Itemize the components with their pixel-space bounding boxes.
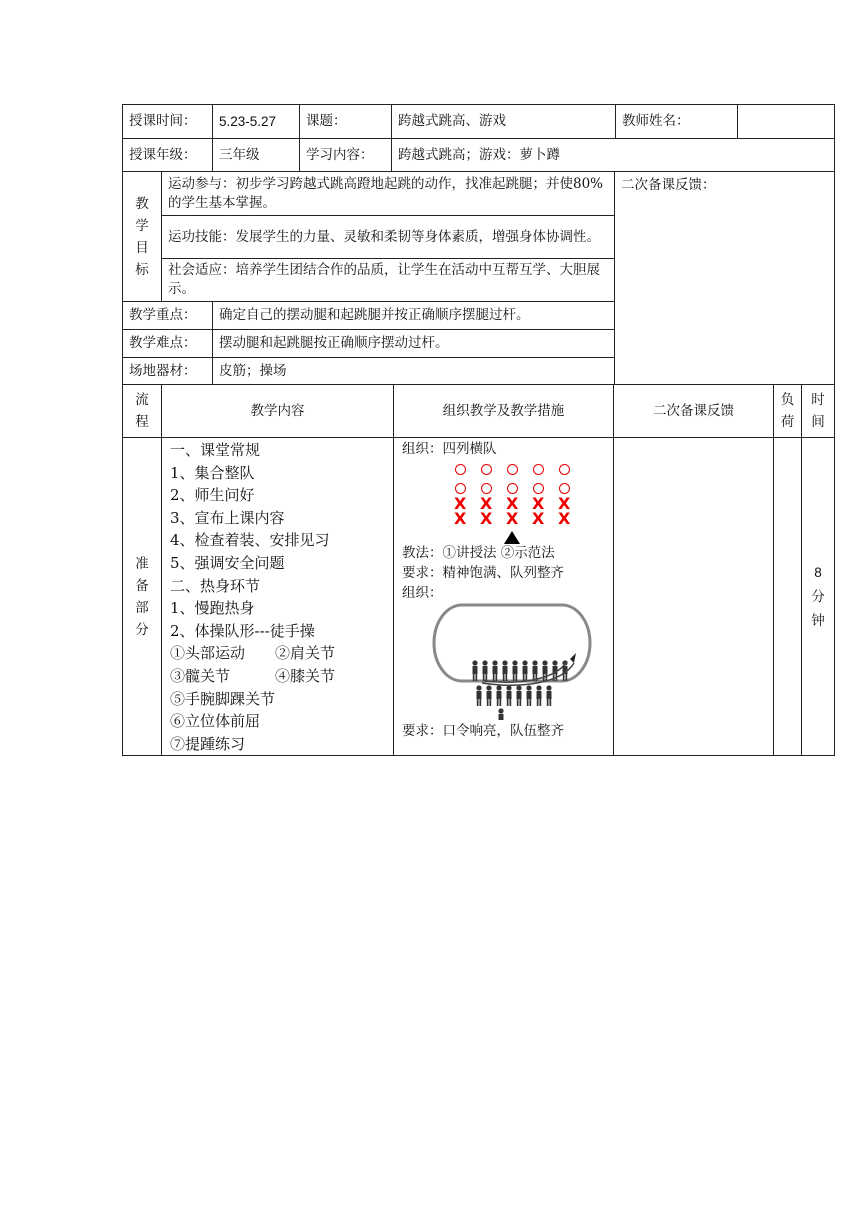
equipment-label: 场地器材： bbox=[123, 358, 213, 385]
requirement-line-2: 要求：口令响亮，队伍整齐 bbox=[402, 723, 564, 739]
objectives-label bbox=[123, 172, 162, 302]
grade-label: 授课年级： bbox=[123, 139, 213, 172]
content-line: 1、集合整队 bbox=[170, 463, 255, 482]
content-line: 4、检查着装、安排见习 bbox=[170, 531, 330, 550]
flow-header bbox=[123, 385, 162, 438]
content-line: 2、体操队形---徒手操 bbox=[170, 621, 315, 640]
header-char: 程 bbox=[135, 414, 149, 430]
time-unit-char: 钟 bbox=[811, 612, 825, 629]
content-line: ⑥立位体前屈 bbox=[170, 712, 261, 731]
student-circle bbox=[559, 483, 570, 494]
topic-label: 课题： bbox=[300, 105, 392, 139]
content-line: 5、强调安全问题 bbox=[170, 553, 285, 572]
content-label: 学习内容： bbox=[300, 139, 392, 172]
feedback-header: 二次备课反馈 bbox=[614, 385, 774, 438]
content-value: 跨越式跳高；游戏：萝卜蹲 bbox=[392, 139, 835, 172]
student-x: X bbox=[454, 509, 467, 528]
load-header bbox=[774, 385, 802, 438]
content-line: 3、宣布上课内容 bbox=[170, 508, 285, 527]
process-table bbox=[122, 384, 835, 756]
student-x: X bbox=[506, 494, 519, 513]
student-circle bbox=[481, 464, 492, 475]
time-unit-char: 分 bbox=[811, 588, 825, 605]
teacher-value bbox=[738, 105, 835, 139]
header-char: 荷 bbox=[780, 414, 795, 430]
method-line: 教法：①讲授法 ②示范法 bbox=[402, 545, 555, 561]
time-value: 5.23-5.27 bbox=[213, 105, 300, 139]
time-value: 8 bbox=[814, 564, 822, 580]
student-x: X bbox=[532, 509, 545, 528]
student-x: X bbox=[480, 494, 493, 513]
difficulty-value: 摆动腿和起跳腿按正确顺序摆动过杆。 bbox=[213, 330, 615, 358]
prep-load bbox=[774, 438, 802, 756]
time-header bbox=[802, 385, 835, 438]
header-char: 间 bbox=[811, 414, 825, 430]
objective-skill: 运功技能：发展学生的力量、灵敏和柔韧等身体素质，增强身体协调性。 bbox=[162, 216, 615, 259]
difficulty-label: 教学难点： bbox=[123, 330, 213, 358]
equipment-value: 皮筋；操场 bbox=[213, 358, 615, 385]
student-x: X bbox=[558, 494, 571, 513]
grade-value: 三年级 bbox=[213, 139, 300, 172]
student-circle bbox=[507, 464, 518, 475]
student-circle bbox=[507, 483, 518, 494]
org-title: 组织：四列横队 bbox=[402, 441, 497, 457]
header-char: 时 bbox=[811, 392, 825, 408]
objectives-table bbox=[122, 171, 835, 385]
prep-organization bbox=[394, 438, 614, 756]
student-circle bbox=[559, 464, 570, 475]
content-line: 二、热身环节 bbox=[170, 576, 261, 595]
content-line: 2、师生问好 bbox=[170, 486, 255, 505]
student-x: X bbox=[558, 509, 571, 528]
student-circle bbox=[533, 483, 544, 494]
label-char: 学 bbox=[135, 217, 149, 234]
content-line: 1、慢跑热身 bbox=[170, 599, 255, 618]
stage-char: 分 bbox=[135, 621, 149, 638]
lesson-header-table bbox=[122, 104, 835, 172]
track-figures-icon bbox=[402, 603, 602, 721]
prep-content bbox=[162, 438, 394, 756]
organization-header: 组织教学及教学措施 bbox=[394, 385, 614, 438]
objectives-feedback: 二次备课反馈： bbox=[615, 172, 835, 385]
prep-stage bbox=[123, 438, 162, 756]
objective-social: 社会适应：培养学生团结合作的品质，让学生在活动中互帮互学、大胆展示。 bbox=[162, 259, 615, 302]
objective-participation: 运动参与：初步学习跨越式跳高蹬地起跳的动作，找准起跳腿；并使80%的学生基本掌握。 bbox=[162, 172, 615, 216]
student-circle bbox=[455, 483, 466, 494]
teacher-triangle-icon bbox=[504, 531, 520, 544]
topic-value: 跨越式跳高、游戏 bbox=[392, 105, 616, 139]
student-circle bbox=[455, 464, 466, 475]
content-line: 一、课堂常规 bbox=[170, 441, 261, 459]
content-line: ⑦提踵练习 bbox=[170, 734, 246, 753]
lesson-plan-sheet bbox=[122, 104, 834, 756]
org-line-2: 组织： bbox=[402, 585, 443, 601]
student-circle bbox=[533, 464, 544, 475]
content-line: ①头部运动 ②肩关节 bbox=[170, 644, 336, 663]
teacher-label: 教师姓名： bbox=[616, 105, 738, 139]
stage-char: 准 bbox=[135, 555, 149, 572]
content-line: ⑤手腕脚踝关节 bbox=[170, 689, 276, 708]
label-char: 目 bbox=[135, 239, 149, 256]
label-char: 标 bbox=[135, 261, 149, 278]
time-label: 授课时间： bbox=[123, 105, 213, 139]
content-line: ③髋关节 ④膝关节 bbox=[170, 666, 336, 685]
label-char: 教 bbox=[135, 195, 149, 212]
stage-char: 备 bbox=[135, 577, 149, 594]
student-x: X bbox=[506, 509, 519, 528]
student-x: X bbox=[454, 494, 467, 513]
header-char: 流 bbox=[135, 392, 149, 408]
student-circle bbox=[481, 483, 492, 494]
four-row-formation-diagram bbox=[402, 459, 607, 543]
track-running-diagram bbox=[402, 603, 607, 721]
student-x: X bbox=[480, 509, 493, 528]
content-header: 教学内容 bbox=[162, 385, 394, 438]
prep-time bbox=[802, 438, 835, 756]
requirement-line-1: 要求：精神饱满、队列整齐 bbox=[402, 565, 564, 581]
student-x: X bbox=[532, 494, 545, 513]
stage-char: 部 bbox=[135, 599, 149, 616]
header-char: 负 bbox=[780, 392, 795, 408]
prep-feedback bbox=[614, 438, 774, 756]
focus-value: 确定自己的摆动腿和起跳腿并按正确顺序摆腿过杆。 bbox=[213, 302, 615, 330]
focus-label: 教学重点： bbox=[123, 302, 213, 330]
